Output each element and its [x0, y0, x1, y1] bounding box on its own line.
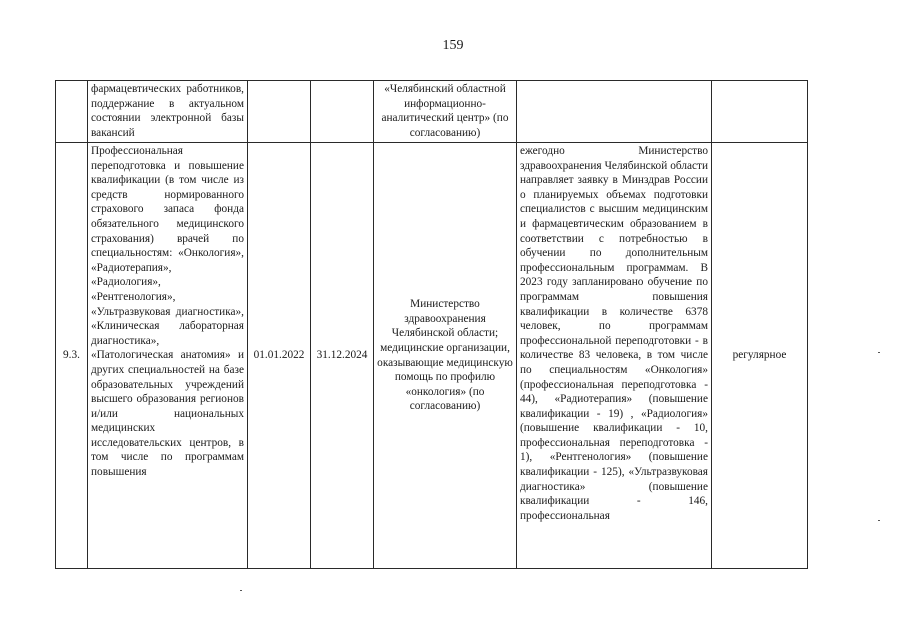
scan-speck	[878, 520, 880, 521]
executor-cell: «Челябинский областной информационно-аналитический центр» (по согласованию)	[374, 81, 517, 143]
start-date-cell	[248, 81, 311, 143]
end-date-cell: 31.12.2024	[311, 143, 374, 569]
periodicity-cell	[712, 81, 808, 143]
activity-cell: Профессиональная переподготовка и повышение квалификации (в том числе из средств нормированного страхового запаса фонда обязательного медицинского страхования) врачей по специальностям: «Онкология», «Радиотерапия», «Радиология», «Рентгенология», «Ультразвуковая диагностика», «Клиническая лабораторная диагностика», «Патологическая анатомия» и других специальностей на базе образовательных учреждений высшего образования регионов и/или национальных медицинских исследовательских центров, в том числе по программам повышения	[88, 143, 248, 569]
scan-speck	[878, 352, 880, 353]
table-row	[56, 81, 808, 143]
executor-cell: Министерство здравоохранения Челябинской области; медицинские организации, оказывающие медицинскую помощь по профилю «онкология» (по согласованию)	[374, 143, 517, 569]
scan-speck	[240, 590, 242, 591]
plan-table	[55, 80, 808, 569]
table-row	[56, 143, 808, 569]
result-cell: ежегодно Министерство здравоохранения Челябинской области направляет заявку в Минздрав России о планируемых объемах подготовки специалистов с высшим медицинским и фармацевтическим образованием в соответствии с потребностью в обучении по дополнительным профессиональным программам. В 2023 году запланировано обучение по программам повышения квалификации в количестве 6378 человек, по программам профессиональной переподготовки - в количестве 83 человека, в том числе по специальностям «Онкология» (профессиональная переподготовка - 44), «Радиотерапия» (повышение квалификации - 19) , «Радиология» (повышение квалификации - 10, профессиональная переподготовка - 1), «Рентгенология» (повышение квалификации - 125), «Ультразвуковая диагностика» (повышение квалификации - 146, профессиональная	[517, 143, 712, 569]
number-cell: 9.3.	[56, 143, 88, 569]
page-number: 159	[442, 38, 464, 53]
end-date-cell	[311, 81, 374, 143]
activity-cell: фармацевтических работников, поддержание в актуальном состоянии электронной базы вакансий	[88, 81, 248, 143]
start-date-cell: 01.01.2022	[248, 143, 311, 569]
periodicity-cell: регулярное	[712, 143, 808, 569]
result-cell	[517, 81, 712, 143]
number-cell	[56, 81, 88, 143]
